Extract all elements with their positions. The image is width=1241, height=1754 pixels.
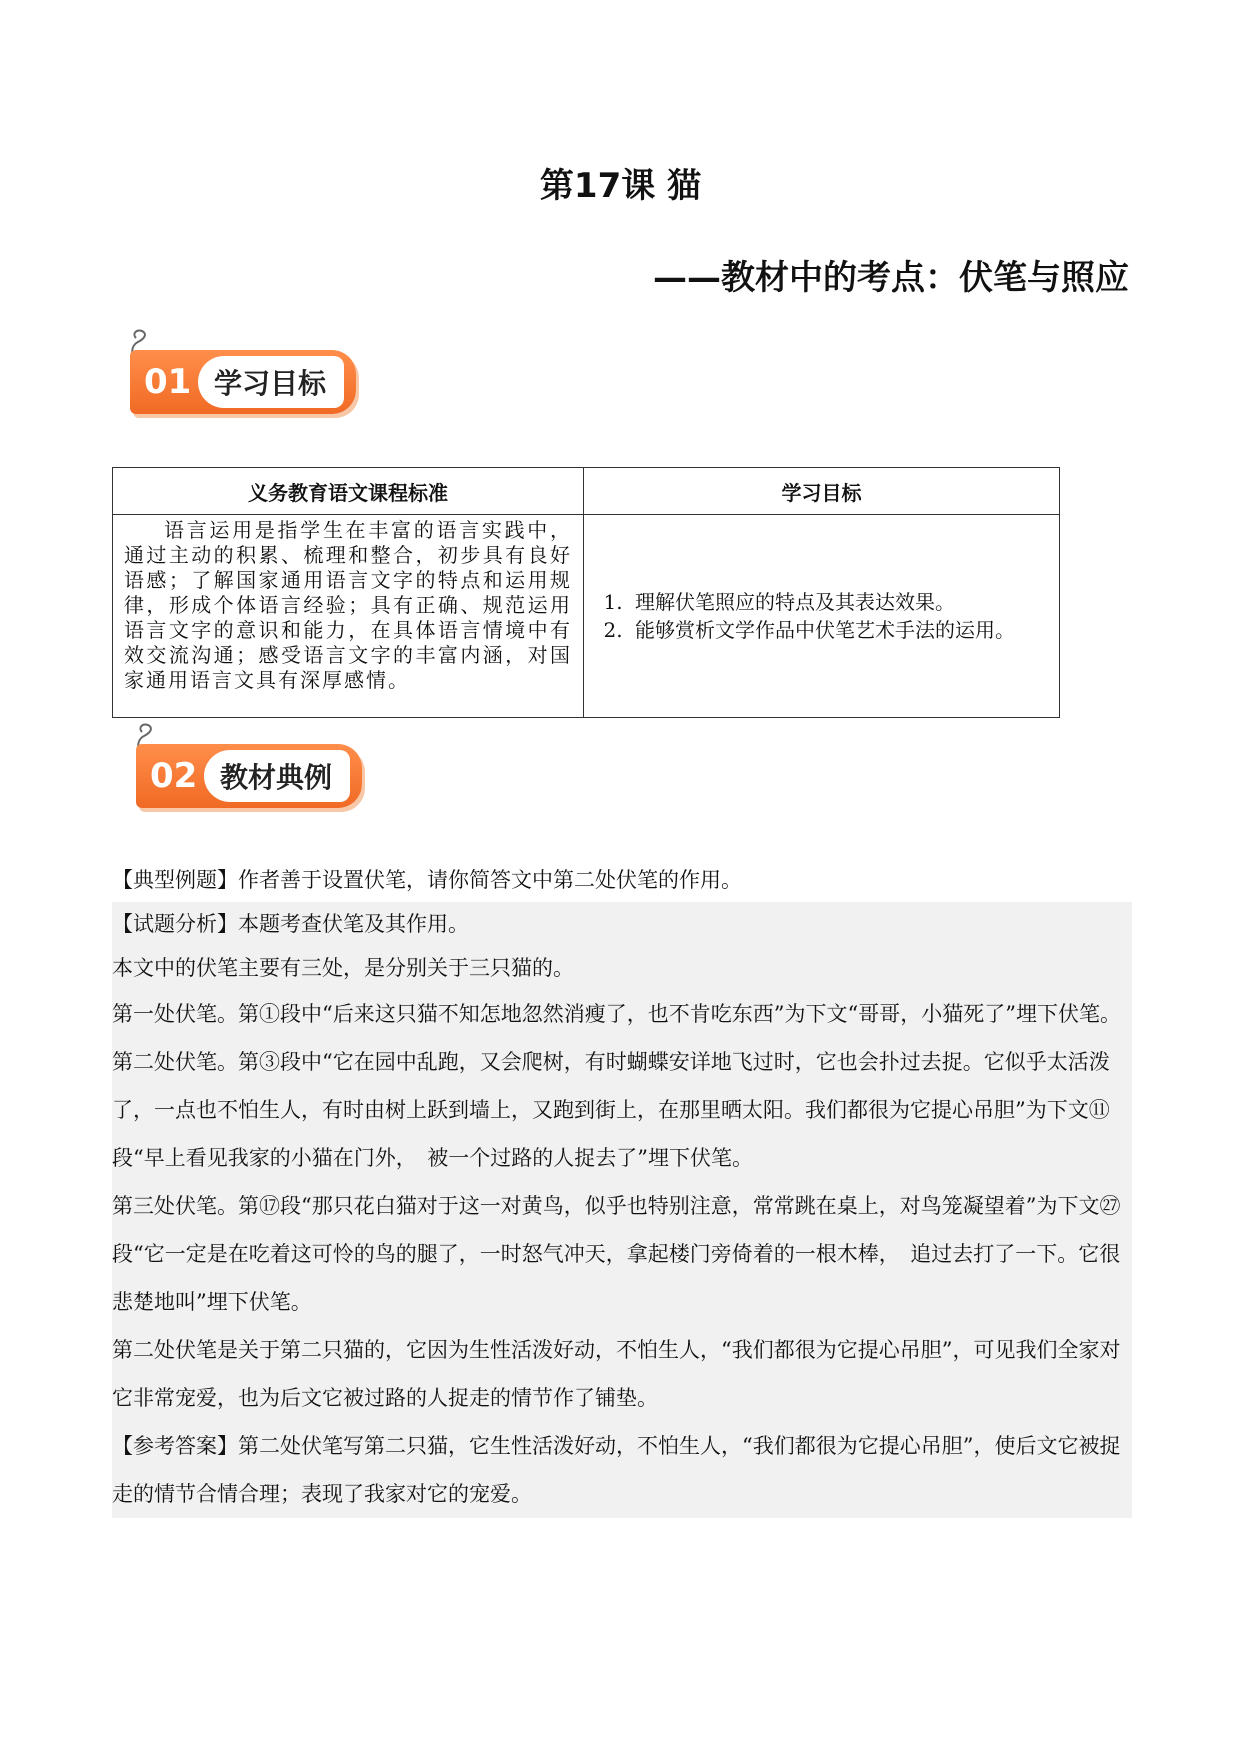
- section-badge-goals: [130, 350, 356, 420]
- analysis-paragraph: 第一处伏笔。第①段中“后来这只猫不知怎地忽然消瘦了，也不肯吃东西”为下文“哥哥，小猫死了”埋下伏笔。: [112, 1002, 1121, 1026]
- example-content: [112, 858, 1132, 1518]
- goal-item: 1. 理解伏笔照应的特点及其表达效果。: [629, 588, 1058, 616]
- section-number: 01: [144, 362, 192, 402]
- lesson-title: 第17课 猫: [539, 166, 702, 206]
- lesson-subtitle: ——教材中的考点：伏笔与照应: [653, 258, 1129, 298]
- analysis-intro-text: 本题考查伏笔及其作用。: [238, 912, 469, 936]
- answer-text: 第二处伏笔写第二只猫，它生性活泼好动，不怕生人，“我们都很为它提心吊胆”，使后文它被捉走的情节合情合理；表现了我家对它的宠爱。: [112, 1434, 1121, 1506]
- section-label: 学习目标: [198, 356, 344, 408]
- goals-list: [585, 588, 1058, 644]
- question-text: 作者善于设置伏笔，请你简答文中第二处伏笔的作用。: [238, 868, 742, 892]
- example-question: [112, 858, 1132, 902]
- standard-cell: [113, 515, 584, 718]
- section-badge-examples: [136, 744, 362, 814]
- curriculum-table: [112, 467, 1060, 718]
- analysis-intro: [112, 902, 1132, 946]
- goal-item: 2. 能够赏析文学作品中伏笔艺术手法的运用。: [629, 616, 1058, 644]
- table-header-goals: 学习目标: [584, 468, 1060, 515]
- analysis-block: [112, 902, 1132, 1518]
- section-number: 02: [150, 756, 198, 796]
- answer-tag: 【参考答案】: [112, 1434, 238, 1458]
- standard-text: 语言运用是指学生在丰富的语言实践中，通过主动的积累、梳理和整合，初步具有良好语感；了解国家通用语言文字的特点和运用规律，形成个体语言经验；具有正确、规范运用语言文字的意识和能力，在具体语言情境中有效交流沟通；感受语言文字的丰富内涵，对国家通用语言文具有深厚感情。: [124, 518, 572, 692]
- goals-cell: [584, 515, 1060, 718]
- analysis-paragraph: 第二处伏笔是关于第二只猫的，它因为生性活泼好动，不怕生人，“我们都很为它提心吊胆”，可见我们全家对它非常宠爱，也为后文它被过路的人捉走的情节作了铺垫。: [112, 1338, 1121, 1410]
- analysis-paragraph: 本文中的伏笔主要有三处，是分别关于三只猫的。: [112, 956, 574, 980]
- analysis-paragraph: 第二处伏笔。第③段中“它在园中乱跑，又会爬树，有时蝴蝶安详地飞过时，它也会扑过去捉。它似乎太活泼了，一点也不怕生人，有时由树上跃到墙上，又跑到街上，在那里晒太阳。我们都很为它提心吊胆”为下文⑪段“早上看见我家的小猫在门外， 被一个过路的人捉去了”埋下伏笔。: [112, 1050, 1110, 1170]
- analysis-tag: 【试题分析】: [112, 912, 238, 936]
- reference-answer: [112, 1422, 1132, 1518]
- question-tag: 【典型例题】: [112, 868, 238, 892]
- section-label: 教材典例: [204, 750, 350, 802]
- table-header-standard: 义务教育语文课程标准: [113, 468, 584, 515]
- analysis-paragraph: 第三处伏笔。第⑰段“那只花白猫对于这一对黄鸟，似乎也特别注意，常常跳在桌上，对鸟笼凝望着”为下文㉗段“它一定是在吃着这可怜的鸟的腿了，一时怒气冲天，拿起楼门旁倚着的一根木棒， 追过去打了一下。它很悲楚地叫”埋下伏笔。: [112, 1194, 1121, 1314]
